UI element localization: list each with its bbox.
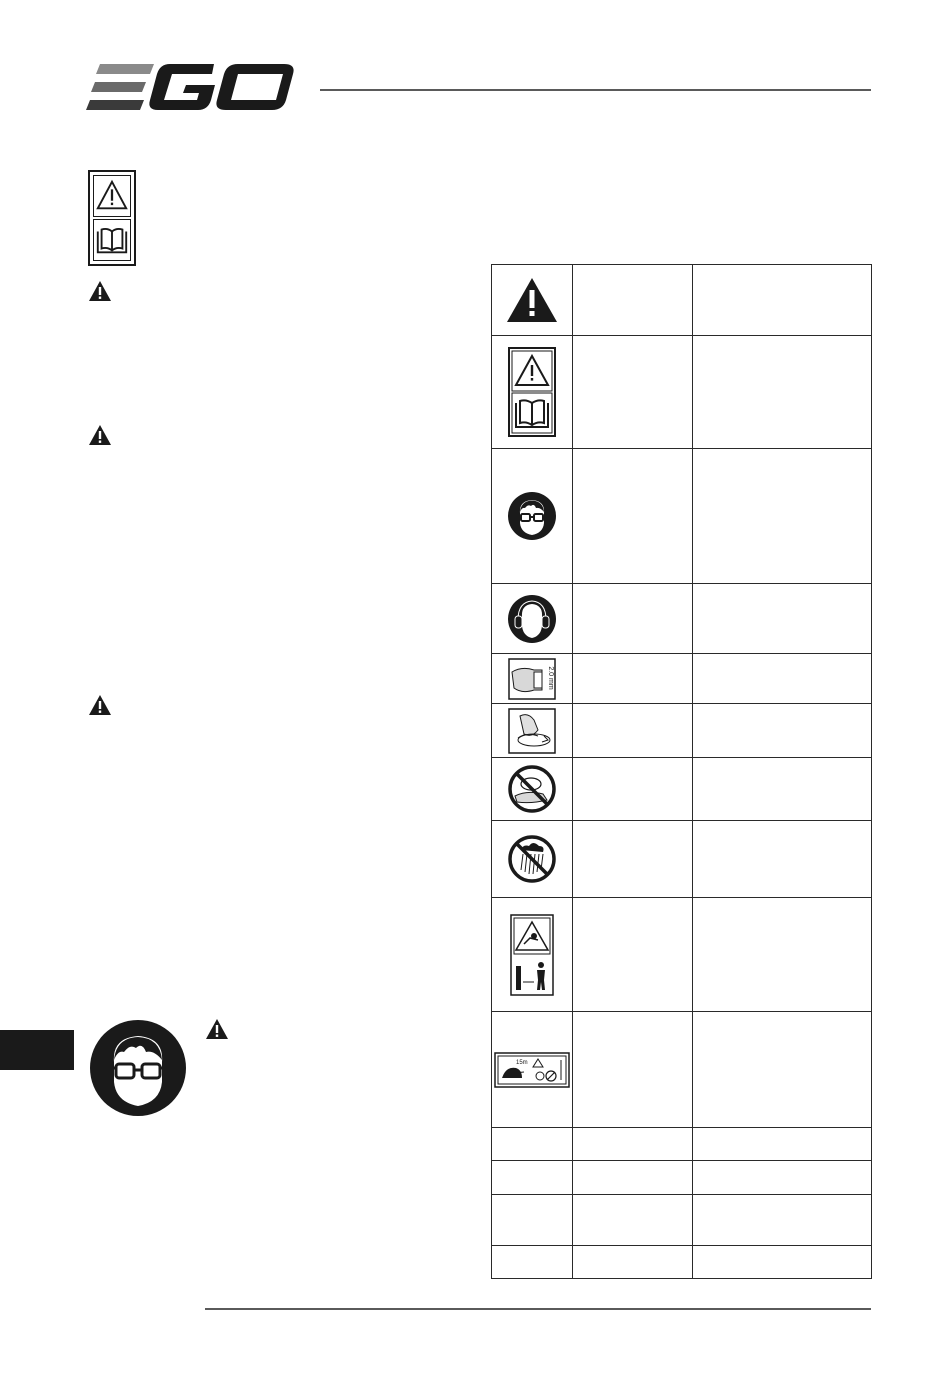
table-row: [492, 898, 872, 1012]
symbol-name-cell: [573, 758, 693, 821]
ego-logo: [86, 62, 298, 114]
symbol-desc-cell: [693, 1246, 872, 1279]
warning-triangle-icon: [88, 424, 112, 446]
table-row: [492, 1246, 872, 1279]
symbol-cell: [492, 1161, 573, 1195]
symbol-cell: [492, 584, 573, 654]
manual-book-icon: [93, 219, 131, 261]
warning-triangle-icon: [88, 694, 112, 716]
guard-label-icon: [494, 1052, 570, 1088]
symbol-name-cell: [573, 704, 693, 758]
symbol-name-cell: [573, 1161, 693, 1195]
warning-triangle-icon: [93, 175, 131, 217]
warning-triangle-icon: [205, 1018, 229, 1040]
no-blade-icon: [507, 764, 557, 814]
symbol-cell: [492, 898, 573, 1012]
footer-rule: [205, 1308, 871, 1310]
symbol-desc-cell: [693, 265, 872, 336]
symbol-cell: [492, 704, 573, 758]
eye-protection-icon: [508, 492, 556, 540]
symbol-name-cell: [573, 821, 693, 898]
section-tab: [0, 1030, 74, 1070]
symbol-cell: [492, 265, 573, 336]
table-row: [492, 449, 872, 584]
symbol-desc-cell: [693, 1128, 872, 1161]
symbol-desc-cell: [693, 1195, 872, 1246]
table-row: [492, 1161, 872, 1195]
symbol-name-cell: [573, 1195, 693, 1246]
symbol-cell: [492, 1195, 573, 1246]
no-rain-icon: [507, 834, 557, 884]
symbol-name-cell: [573, 336, 693, 449]
symbol-desc-cell: [693, 704, 872, 758]
symbol-desc-cell: [693, 758, 872, 821]
ear-protection-icon: [508, 595, 556, 643]
table-row: [492, 654, 872, 704]
symbol-desc-cell: [693, 654, 872, 704]
symbol-desc-cell: [693, 1161, 872, 1195]
symbol-name-cell: [573, 898, 693, 1012]
symbol-cell: [492, 336, 573, 449]
symbol-name-cell: [573, 1012, 693, 1128]
symbol-cell: [492, 1012, 573, 1128]
warning-and-manual-icon: [88, 170, 136, 266]
table-row: [492, 704, 872, 758]
table-row: [492, 758, 872, 821]
warning-and-manual-icon: [508, 347, 556, 437]
safety-goggles-icon: [90, 1020, 186, 1116]
symbol-name-cell: [573, 1246, 693, 1279]
symbol-table: [491, 264, 872, 1279]
symbol-name-cell: [573, 654, 693, 704]
symbol-cell: [492, 1246, 573, 1279]
table-row: [492, 336, 872, 449]
line-diameter-label: 2.0 mm: [547, 665, 554, 690]
symbol-cell: [492, 1128, 573, 1161]
symbol-desc-cell: [693, 898, 872, 1012]
symbol-desc-cell: [693, 584, 872, 654]
warning-triangle-icon: [88, 280, 112, 302]
table-row: [492, 821, 872, 898]
symbol-desc-cell: [693, 449, 872, 584]
guard-label-text: 15m: [516, 1059, 528, 1066]
symbol-name-cell: [573, 265, 693, 336]
table-row: [492, 265, 872, 336]
table-row: [492, 1195, 872, 1246]
line-diameter-icon: [508, 658, 556, 700]
warning-triangle-icon: [505, 276, 559, 324]
symbol-cell: [492, 654, 573, 704]
line-trimming-icon: [508, 708, 556, 754]
symbol-cell: [492, 758, 573, 821]
symbol-cell: [492, 449, 573, 584]
symbol-name-cell: [573, 1128, 693, 1161]
table-row: [492, 584, 872, 654]
symbol-desc-cell: [693, 1012, 872, 1128]
symbol-cell: [492, 821, 573, 898]
symbol-name-cell: [573, 584, 693, 654]
header-rule: [320, 89, 871, 91]
symbol-desc-cell: [693, 821, 872, 898]
symbol-name-cell: [573, 449, 693, 584]
symbol-desc-cell: [693, 336, 872, 449]
table-row: [492, 1012, 872, 1128]
table-row: [492, 1128, 872, 1161]
bystander-distance-icon: [510, 914, 554, 996]
